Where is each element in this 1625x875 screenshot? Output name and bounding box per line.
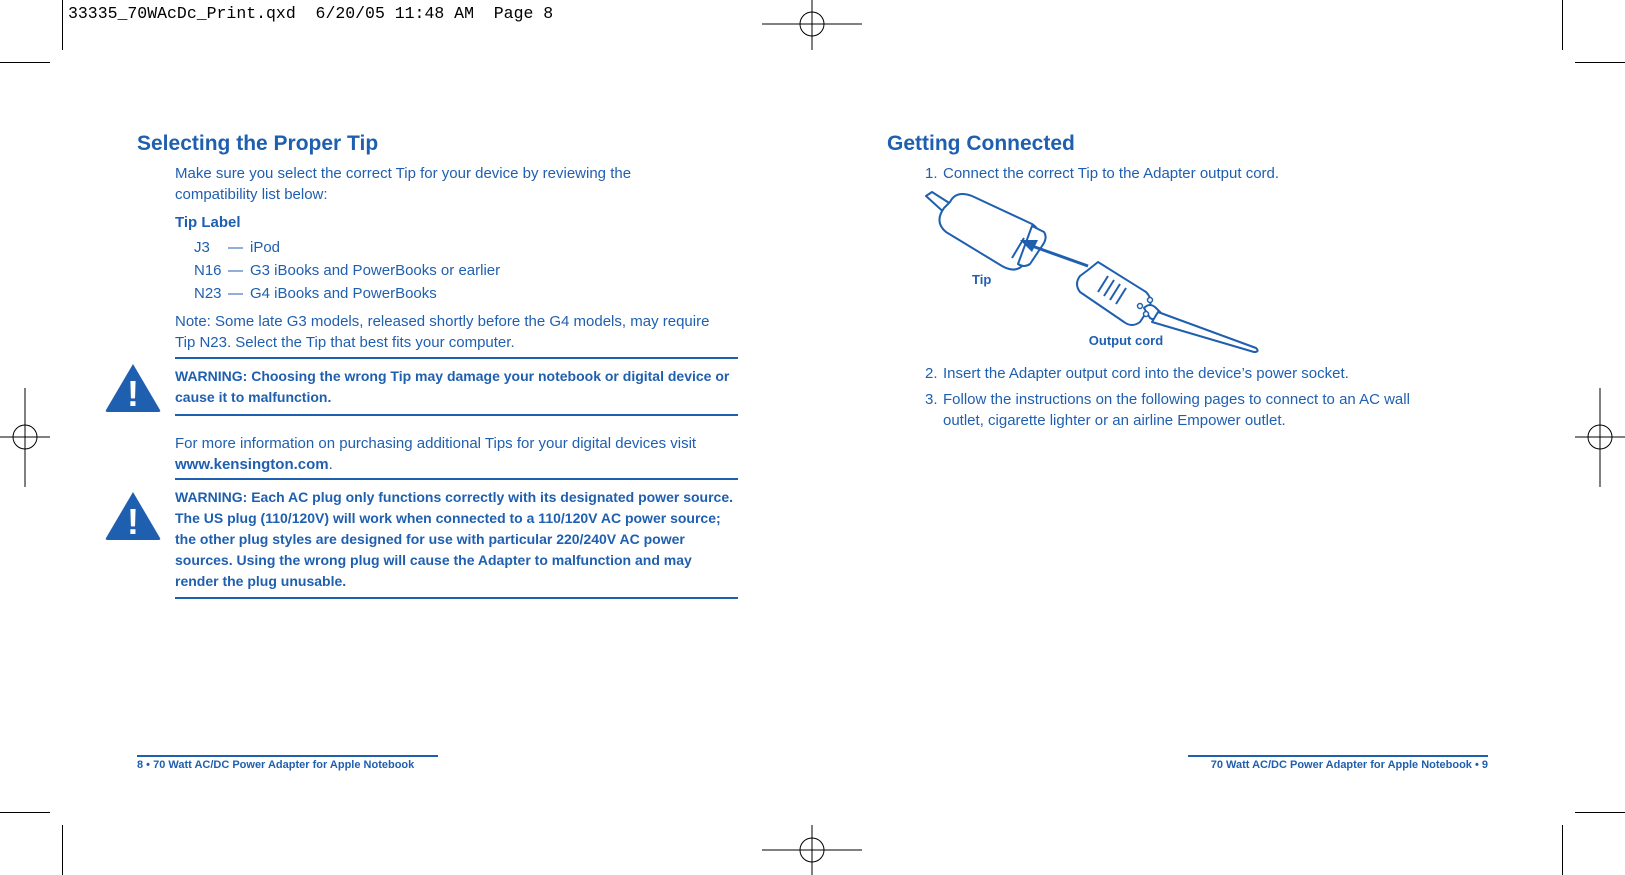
warning-2-line-2: The US plug (110/120V) will work when connected to a 110/120V AC power source; [175, 510, 721, 526]
tip-device: G3 iBooks and PowerBooks or earlier [250, 262, 501, 279]
divider [175, 414, 738, 416]
footer-rule [1188, 755, 1488, 757]
print-slug: 33335_70WAcDc_Print.qxd 6/20/05 11:48 AM Page 8 [68, 4, 554, 23]
step-1: Connect the correct Tip to the Adapter output cord. [943, 165, 1280, 182]
warning-2-line-5: render the plug unusable. [175, 573, 347, 589]
intro-line-1: Make sure you select the correct Tip for your device by reviewing the [175, 165, 632, 182]
warning-2-line-1: WARNING: Each AC plug only functions correctly with its designated power source. [175, 489, 733, 505]
step-1-number: 1. [925, 165, 938, 182]
tip-dash: — [228, 262, 243, 279]
tip-code: N16 [194, 262, 222, 279]
tip-dash: — [228, 285, 243, 302]
tip-label: Tip [972, 272, 992, 287]
tip-connection-illustration [920, 188, 1270, 358]
period: . [328, 456, 333, 473]
tip-code: J3 [194, 239, 210, 256]
warning-icon [104, 490, 162, 542]
tip-device: iPod [250, 239, 281, 256]
footer-rule [137, 755, 438, 757]
warning-2-line-4: sources. Using the wrong plug will cause the Adapter to malfunction and may [175, 552, 692, 568]
step-3-number: 3. [925, 391, 938, 408]
tip-device: G4 iBooks and PowerBooks [250, 285, 437, 302]
warning-1-line-2: cause it to malfunction. [175, 389, 332, 405]
more-info-line-1: For more information on purchasing additional Tips for your digital devices visit [175, 435, 697, 452]
page-title-left: Selecting the Proper Tip [137, 132, 379, 155]
intro-line-2: compatibility list below: [175, 186, 328, 203]
output-cord-label: Output cord [1088, 333, 1164, 348]
tip-label-heading: Tip Label [175, 214, 241, 231]
more-info-line-2 [175, 454, 333, 475]
note-line-2: Tip N23. Select the Tip that best fits your computer. [175, 334, 515, 351]
divider [175, 478, 738, 480]
svg-text:!: ! [127, 373, 139, 414]
footer-right: 70 Watt AC/DC Power Adapter for Apple Notebook • 9 [1210, 759, 1488, 771]
divider [175, 597, 738, 599]
step-3-line-1: Follow the instructions on the following pages to connect to an AC wall [943, 391, 1410, 408]
note-line-1: Note: Some late G3 models, released shortly before the G4 models, may require [175, 313, 710, 330]
kensington-link[interactable]: www.kensington.com [175, 456, 329, 473]
step-3-line-2: outlet, cigarette lighter or an airline Empower outlet. [943, 412, 1286, 429]
step-2: Insert the Adapter output cord into the device’s power socket. [943, 365, 1349, 382]
warning-2-line-3: the other plug styles are designed for use with particular 220/240V AC power [175, 531, 685, 547]
divider [175, 357, 738, 359]
warning-1-line-1: WARNING: Choosing the wrong Tip may damage your notebook or digital device or [175, 368, 730, 384]
step-2-number: 2. [925, 365, 938, 382]
footer-left: 8 • 70 Watt AC/DC Power Adapter for Apple Notebook [137, 759, 415, 771]
svg-text:!: ! [127, 501, 139, 542]
page-title-right: Getting Connected [887, 132, 1075, 155]
warning-icon [104, 362, 162, 414]
tip-code: N23 [194, 285, 222, 302]
tip-dash: — [228, 239, 243, 256]
